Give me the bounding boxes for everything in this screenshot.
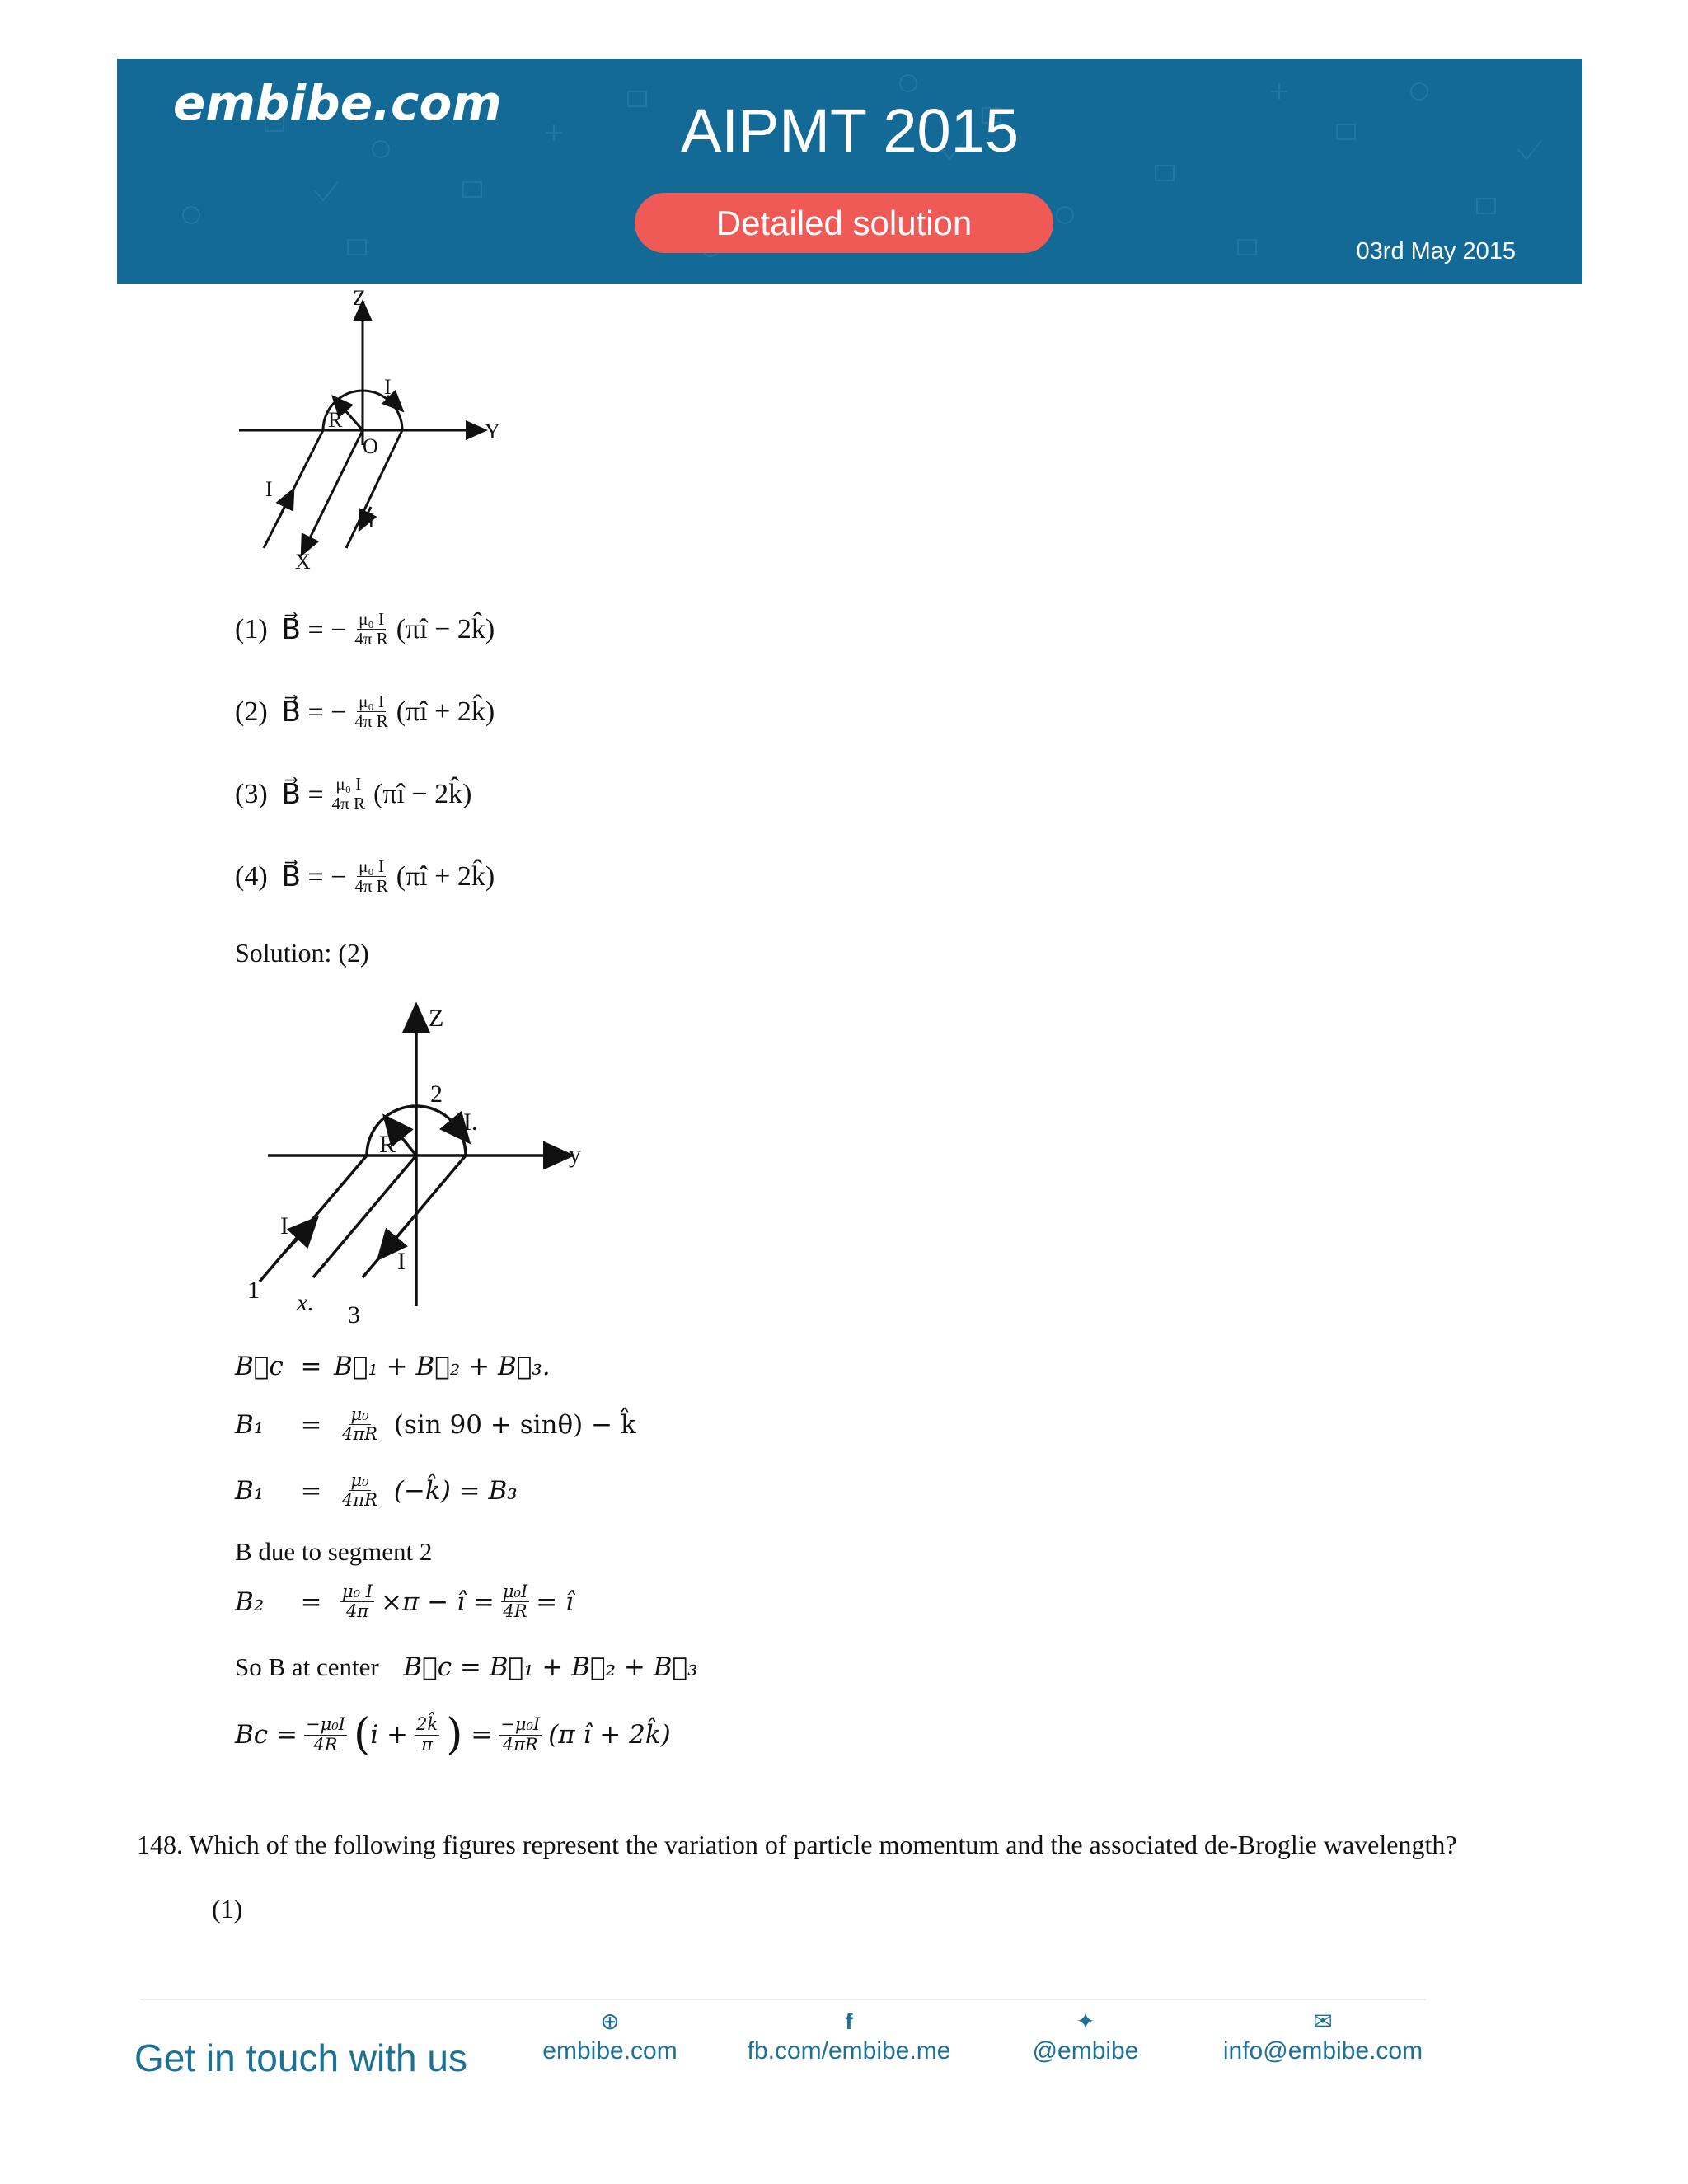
fraction: $\frac{\text{μ₀}}{4\pi R}$ bbox=[342, 1404, 377, 1445]
option-expression: (πî + 2k̂) bbox=[396, 696, 495, 727]
website-label: embibe.com bbox=[542, 2037, 678, 2064]
exam-date: 03rd May 2015 bbox=[1356, 238, 1516, 265]
option-prefix: B⃗ = − bbox=[281, 861, 347, 893]
fig2-y-label: y bbox=[569, 1141, 581, 1168]
fig2-current-label: I bbox=[397, 1248, 406, 1275]
equation-bc: B⃗c = B⃗₁ + B⃗₂ + B⃗₃. bbox=[235, 1352, 551, 1381]
fig1-current-label: I bbox=[368, 509, 375, 532]
fig2-z-label: Z bbox=[429, 1005, 444, 1032]
fraction: $\frac{\text{μ₀}}{4\pi R}$ bbox=[342, 1470, 377, 1511]
fig1-z-label: Z bbox=[353, 286, 366, 310]
solution-figure bbox=[231, 993, 626, 1339]
option-number: (1) bbox=[235, 613, 268, 644]
footer-divider bbox=[140, 1999, 1426, 2000]
question-option-1[interactable]: (1) bbox=[212, 1894, 243, 1924]
fraction: $\frac{\text{μ₀I}}{4R}$ bbox=[502, 1582, 528, 1622]
equation-b1-b3: B₁ = $\frac{\text{μ₀}}{4\pi R}$ (−k̂) = B₃ bbox=[235, 1470, 518, 1511]
fig2-current-label: I. bbox=[463, 1108, 478, 1136]
segment-3-label: 3 bbox=[348, 1301, 360, 1329]
brand-logo[interactable]: embibe.com bbox=[173, 75, 502, 131]
option-expression: (πî + 2k̂) bbox=[396, 860, 495, 892]
option-prefix: B⃗ = − bbox=[281, 696, 347, 728]
website-link[interactable] bbox=[528, 2006, 692, 2065]
option-prefix: B⃗ = bbox=[281, 779, 324, 810]
fig2-x-label: x. bbox=[297, 1289, 314, 1316]
email-link[interactable] bbox=[1199, 2006, 1447, 2065]
answer-option[interactable] bbox=[235, 610, 495, 649]
option-number: (4) bbox=[235, 860, 268, 892]
segment-2-heading: B due to segment 2 bbox=[235, 1537, 433, 1566]
fraction: $\frac{\text{μ₀ I}}{\text{4π R}}$ bbox=[331, 774, 366, 814]
option-expression: (πî − 2k̂) bbox=[373, 778, 472, 809]
fraction: $\frac{\text{μ₀ I}}{4\pi}$ bbox=[342, 1582, 373, 1622]
equation-final: Bc = $\frac{\text{−μ₀I}}{4R}$ ( i + $\frac{2k̂}{\pi}$ ) = $\frac{\text{−μ₀I}}{4\pi R}$ (π î + 2k̂) bbox=[235, 1710, 671, 1760]
solution-label: Solution: (2) bbox=[235, 938, 369, 968]
fraction: $\frac{2k̂}{\pi}$ bbox=[416, 1714, 438, 1755]
fraction: $\frac{\text{μ₀ I}}{\text{4π R}}$ bbox=[354, 691, 388, 732]
fig1-y-label: Y bbox=[485, 419, 500, 443]
twitter-link[interactable] bbox=[1003, 2006, 1168, 2065]
equation-b1: B₁ = $\frac{\text{μ₀}}{4\pi R}$ (sin 90 + sinθ) − k̂ bbox=[235, 1404, 636, 1445]
question-figure bbox=[223, 280, 519, 577]
answer-option[interactable] bbox=[235, 692, 495, 731]
equation-center: So B at center B⃗c = B⃗₁ + B⃗₂ + B⃗₃ bbox=[235, 1652, 698, 1682]
equation-b2: B₂ = $\frac{\text{μ₀ I}}{4\pi}$ ×π − î = $\frac{\text{μ₀I}}{4R}$ = î bbox=[235, 1582, 574, 1622]
get-in-touch-heading: Get in touch with us bbox=[134, 2036, 467, 2079]
question-text: 148. Which of the following figures represent the variation of particle momentum and the associated de-Broglie wavelength? bbox=[137, 1830, 1457, 1859]
twitter-icon: ✦ bbox=[1076, 2008, 1095, 2034]
facebook-icon: f bbox=[845, 2008, 853, 2034]
option-prefix: B⃗ = − bbox=[281, 614, 347, 645]
facebook-label: fb.com/embibe.me bbox=[747, 2037, 951, 2064]
twitter-label: @embibe bbox=[1032, 2037, 1139, 2064]
fraction: $\frac{\text{μ₀ I}}{\text{4π R}}$ bbox=[354, 609, 388, 649]
email-label: info@embibe.com bbox=[1222, 2037, 1423, 2064]
option-number: (3) bbox=[235, 778, 268, 809]
option-expression: (πî − 2k̂) bbox=[396, 613, 495, 644]
globe-icon: ⊕ bbox=[600, 2008, 620, 2034]
segment-1-label: 1 bbox=[247, 1277, 260, 1304]
fraction: $\frac{\text{−μ₀I}}{4R}$ bbox=[305, 1714, 345, 1755]
segment-2-label: 2 bbox=[430, 1080, 443, 1108]
page-title: AIPMT 2015 bbox=[681, 96, 1019, 165]
fig1-o-label: O bbox=[363, 434, 378, 458]
mail-icon: ✉ bbox=[1313, 2008, 1333, 2034]
facebook-link[interactable] bbox=[725, 2006, 973, 2065]
header-banner bbox=[117, 59, 1582, 284]
fig1-r-label: R bbox=[328, 408, 343, 432]
fig2-current-label: I bbox=[280, 1212, 288, 1240]
fig1-current-label: I bbox=[384, 375, 392, 399]
answer-option[interactable] bbox=[235, 775, 471, 813]
fraction: $\frac{\text{−μ₀I}}{4\pi R}$ bbox=[500, 1714, 541, 1755]
fig1-current-label: I bbox=[265, 477, 273, 501]
fig1-x-label: X bbox=[295, 550, 311, 574]
fig2-r-label: R bbox=[379, 1131, 396, 1158]
detailed-solution-badge: Detailed solution bbox=[635, 193, 1053, 253]
fraction: $\frac{\text{μ₀ I}}{\text{4π R}}$ bbox=[354, 856, 388, 897]
option-number: (2) bbox=[235, 696, 268, 727]
answer-option[interactable] bbox=[235, 857, 495, 896]
